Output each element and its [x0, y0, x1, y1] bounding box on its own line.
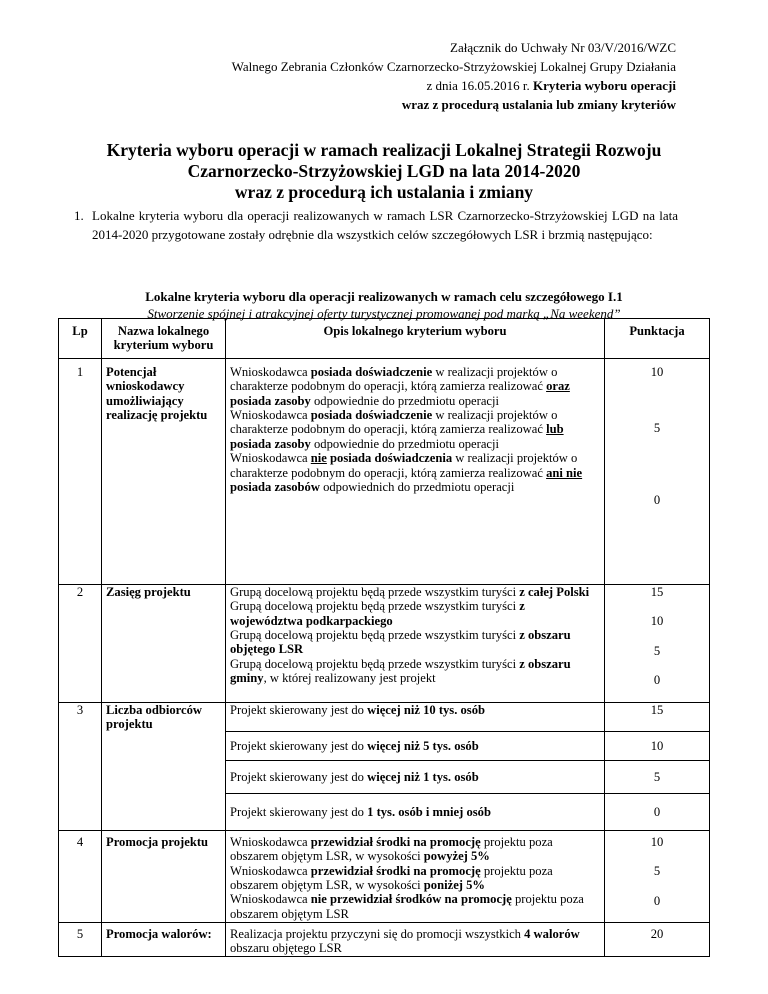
points-value: 20 — [605, 922, 710, 956]
row-points — [605, 358, 710, 584]
row-desc — [226, 830, 605, 922]
points-value: 15 — [605, 702, 710, 731]
points-value: 5 — [653, 421, 661, 436]
row-name: Potencjał wnioskodawcy umożliwiający realizację projektu — [102, 358, 226, 584]
option-text: Grupą docelową projektu będą przede wszystkim turyści z obszaru objętego LSR — [230, 628, 571, 657]
header-name: Nazwa lokalnego kryterium wyboru — [102, 319, 226, 359]
subheading-line-1: Lokalne kryteria wyboru dla operacji realizowanych w ramach celu szczegółowego I.1 — [145, 289, 623, 304]
row-desc — [226, 584, 605, 702]
table-row — [59, 584, 710, 702]
row-name: Liczba odbiorców projektu — [102, 702, 226, 830]
table-row — [59, 830, 710, 922]
row-points — [605, 830, 710, 922]
header-points: Punktacja — [605, 319, 710, 359]
intro-text: Lokalne kryteria wyboru dla operacji realizowanych w ramach LSR Czarnorzecko-Strzyżowskiej LGD na lata 2014-2020 przygotowane zostały odrębnie dla wszystkich celów szczegółowych LSR i brzmią następująco: — [92, 208, 678, 242]
document-title — [60, 140, 708, 203]
option-text: Wnioskodawca przewidział środki na promocję projektu poza obszarem objętym LSR, w wysokości poniżej 5% — [230, 863, 553, 893]
points-value: 0 — [653, 673, 661, 688]
table-header-row — [59, 319, 710, 359]
row-lp: 3 — [59, 702, 102, 830]
list-number: 1. — [74, 208, 84, 223]
table-row — [59, 922, 710, 956]
header-line-2: Walnego Zebrania Członków Czarnorzecko-Strzyżowskiej Lokalnej Grupy Działania — [231, 59, 676, 74]
row-lp: 5 — [59, 922, 102, 956]
option-text: Grupą docelową projektu będą przede wszystkim turyści z województwa podkarpackiego — [230, 599, 525, 628]
option-text: Wnioskodawca posiada doświadczenie w realizacji projektów o charakterze podobnym do operacji, którą zamierza realizować lub posiada zasoby odpowiednie do przedmiotu operacji — [230, 408, 564, 451]
row-lp: 4 — [59, 830, 102, 922]
title-line-1: Kryteria wyboru operacji w ramach realizacji Lokalnej Strategii Rozwoju — [106, 140, 662, 160]
points-value: 10 — [650, 364, 664, 379]
row-points — [605, 584, 710, 702]
title-line-2: Czarnorzecko-Strzyżowskiej LGD na lata 2014-2020 — [187, 161, 581, 181]
header-line-3: z dnia 16.05.2016 r. Kryteria wyboru operacji — [426, 78, 676, 93]
points-value: 5 — [605, 760, 710, 793]
points-value: 10 — [605, 731, 710, 760]
points-value: 15 — [650, 584, 664, 599]
table-row — [59, 358, 710, 584]
document-header — [232, 38, 676, 114]
points-value: 0 — [653, 893, 661, 908]
row-lp: 2 — [59, 584, 102, 702]
option-text: Wnioskodawca posiada doświadczenie w realizacji projektów o charakterze podobnym do operacji, którą zamierza realizować oraz posiada zasoby odpowiednie do przedmiotu operacji — [230, 364, 570, 408]
points-value: 5 — [653, 864, 661, 879]
points-value: 0 — [605, 793, 710, 830]
header-desc: Opis lokalnego kryterium wyboru — [226, 319, 605, 359]
row-desc: Realizacja projektu przyczyni się do promocji wszystkich 4 walorów obszaru objętego LSR — [226, 922, 605, 956]
option-text: Grupą docelową projektu będą przede wszystkim turyści z obszaru gminy, w której realizowany jest projekt — [230, 656, 571, 686]
criteria-table — [58, 318, 710, 957]
header-line-1: Załącznik do Uchwały Nr 03/V/2016/WZC — [450, 40, 676, 55]
row-name: Promocja projektu — [102, 830, 226, 922]
row-desc: Projekt skierowany jest do więcej niż 1 tys. osób — [226, 760, 605, 793]
option-text: Grupą docelową projektu będą przede wszystkim turyści z całej Polski — [230, 584, 590, 599]
option-text: Wnioskodawca nie przewidział środków na promocję projektu poza obszarem objętym LSR — [230, 892, 584, 921]
subheading-line-2: Stworzenie spójnej i atrakcyjnej oferty turystycznej promowanej pod marką „Na weekend” — [147, 306, 621, 321]
row-name: Zasięg projektu — [102, 584, 226, 702]
header-lp: Lp — [59, 319, 102, 359]
points-value: 5 — [653, 643, 661, 658]
option-text: Wnioskodawca nie posiada doświadczenia w realizacji projektów o charakterze podobnym do operacji, którą zamierza realizować ani nie posiada zasobów odpowiednich do przedmiotu operacji — [230, 451, 583, 495]
row-lp: 1 — [59, 358, 102, 584]
row-desc: Projekt skierowany jest do 1 tys. osób i mniej osób — [226, 793, 605, 830]
points-value: 10 — [650, 614, 664, 629]
table-row — [59, 702, 710, 731]
points-value: 0 — [653, 492, 661, 507]
row-desc — [226, 358, 605, 584]
row-name: Promocja walorów: — [102, 922, 226, 956]
intro-paragraph — [74, 207, 678, 244]
row-desc: Projekt skierowany jest do więcej niż 10 tys. osób — [226, 702, 605, 731]
table-subheading — [80, 288, 688, 322]
row-desc: Projekt skierowany jest do więcej niż 5 tys. osób — [226, 731, 605, 760]
points-value: 10 — [650, 834, 664, 849]
header-line-4: wraz z procedurą ustalania lub zmiany kryteriów — [401, 97, 676, 112]
option-text: Wnioskodawca przewidział środki na promocję projektu poza obszarem objętym LSR, w wysokości powyżej 5% — [230, 834, 553, 864]
title-line-3: wraz z procedurą ich ustalania i zmiany — [234, 182, 534, 202]
